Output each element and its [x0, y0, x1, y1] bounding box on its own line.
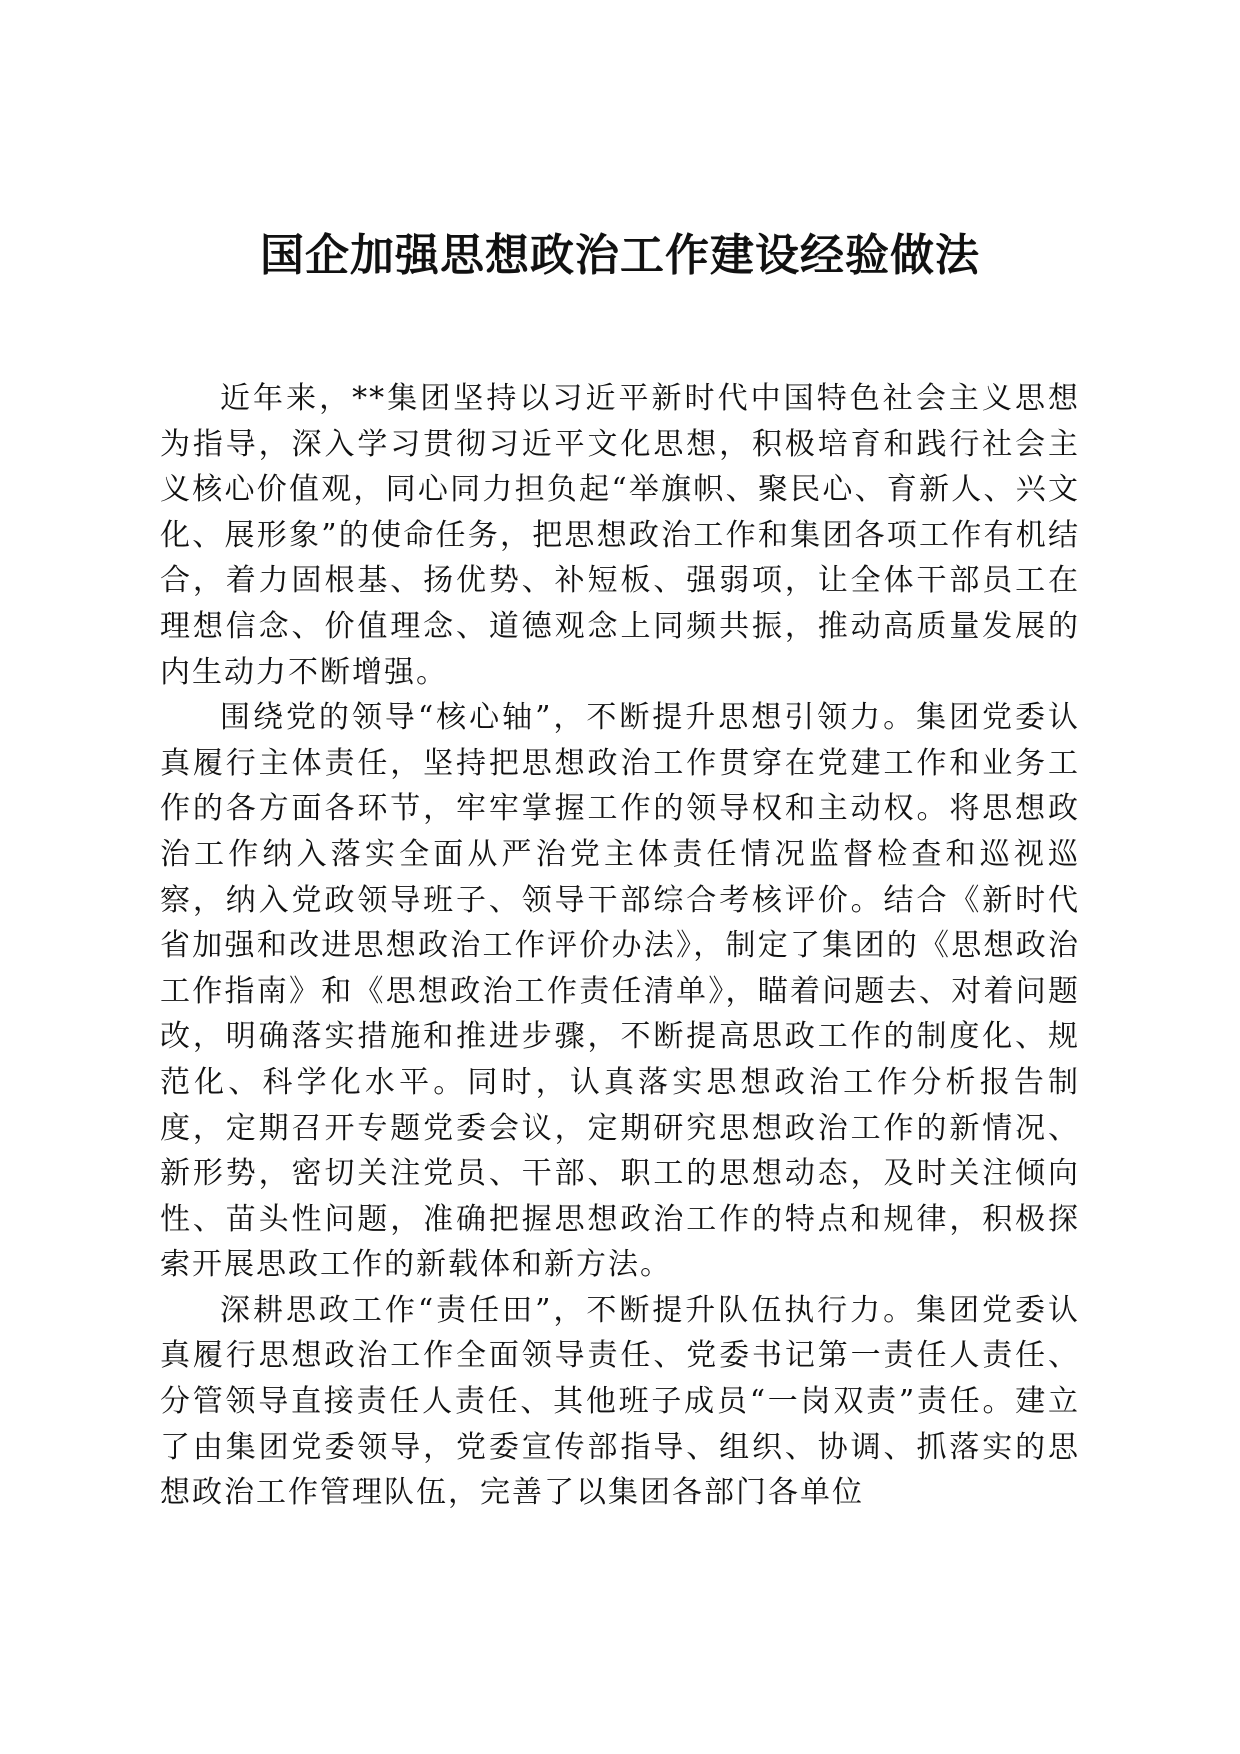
document-title: 国企加强思想政治工作建设经验做法 — [260, 230, 980, 281]
paragraph: 近年来，**集团坚持以习近平新时代中国特色社会主义思想为指导，深入学习贯彻习近平文化思想，积极培育和践行社会主义核心价值观，同心同力担负起“举旗帜、聚民心、育新人、兴文化、展形象”的使命任务，把思想政治工作和集团各项工作有机结合，着力固根基、扬优势、补短板、强弱项，让全体干部员工在理想信念、价值理念、道德观念上同频共振，推动高质量发展的内生动力不断增强。 — [160, 381, 1080, 690]
paragraph: 深耕思政工作“责任田”，不断提升队伍执行力。集团党委认真履行思想政治工作全面领导责任、党委书记第一责任人责任、分管领导直接责任人责任、其他班子成员“一岗双责”责任。建立了由集团党委领导，党委宣传部指导、组织、协调、抓落实的思想政治工作管理队伍，完善了以集团各部门各单位 — [160, 1292, 1080, 1511]
document-body — [160, 376, 1080, 1516]
paragraph: 围绕党的领导“核心轴”，不断提升思想引领力。集团党委认真履行主体责任，坚持把思想政治工作贯穿在党建工作和业务工作的各方面各环节，牢牢掌握工作的领导权和主动权。将思想政治工作纳入落实全面从严治党主体责任情况监督检查和巡视巡察，纳入党政领导班子、领导干部综合考核评价。结合《新时代省加强和改进思想政治工作评价办法》，制定了集团的《思想政治工作指南》和《思想政治工作责任清单》，瞄着问题去、对着问题改，明确落实措施和推进步骤，不断提高思政工作的制度化、规范化、科学化水平。同时，认真落实思想政治工作分析报告制度，定期召开专题党委会议，定期研究思想政治工作的新情况、新形势，密切关注党员、干部、职工的思想动态，及时关注倾向性、苗头性问题，准确把握思想政治工作的特点和规律，积极探索开展思政工作的新载体和新方法。 — [160, 700, 1080, 1283]
